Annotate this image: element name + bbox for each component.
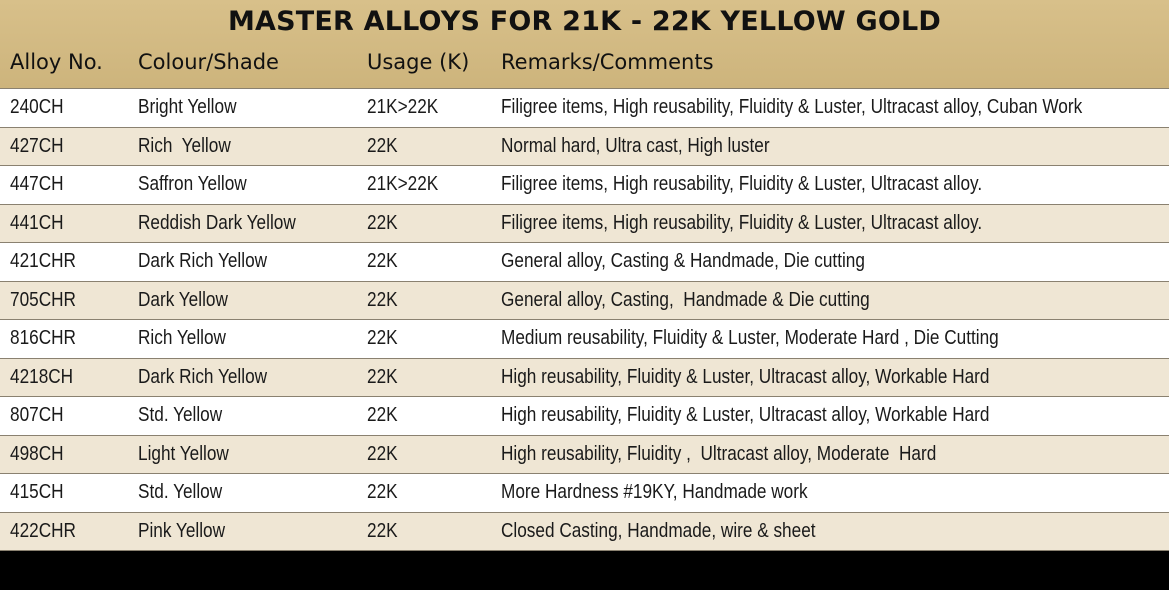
colour-shade-cell: Std. Yellow <box>138 404 223 426</box>
table-body <box>0 88 1169 551</box>
colour-shade-cell: Saffron Yellow <box>138 173 247 195</box>
colour-shade-cell: Rich Yellow <box>138 327 226 349</box>
alloy-no-cell: 421CHR <box>10 250 76 272</box>
alloy-no-cell: 441CH <box>10 211 64 234</box>
remarks-cell: Filigree items, High reusability, Fluidity & Luster, Ultracast alloy, Cuban Work <box>501 96 1083 118</box>
table-row <box>0 243 1169 282</box>
alloy-no-cell: 498CH <box>10 442 64 465</box>
remarks-cell: High reusability, Fluidity & Luster, Ultracast alloy, Workable Hard <box>501 365 990 388</box>
colour-shade-cell: Bright Yellow <box>138 96 237 118</box>
usage-cell: 21K>22K <box>367 96 439 118</box>
table-row <box>0 436 1169 475</box>
column-header-remarks: Remarks/Comments <box>501 50 714 74</box>
colour-shade-cell: Pink Yellow <box>138 519 226 542</box>
alloy-no-cell: 447CH <box>10 173 64 195</box>
alloy-no-cell: 705CHR <box>10 288 76 311</box>
table-row <box>0 166 1169 205</box>
colour-shade-cell: Dark Rich Yellow <box>138 365 268 388</box>
alloy-no-cell: 816CHR <box>10 327 76 349</box>
colour-shade-cell: Rich Yellow <box>138 134 231 157</box>
usage-cell: 21K>22K <box>367 173 439 195</box>
alloy-no-cell: 422CHR <box>10 519 76 542</box>
colour-shade-cell: Reddish Dark Yellow <box>138 211 296 234</box>
remarks-cell: Filigree items, High reusability, Fluidity & Luster, Ultracast alloy. <box>501 211 983 234</box>
table-row <box>0 205 1169 244</box>
table-row <box>0 88 1169 128</box>
table-row <box>0 513 1169 552</box>
remarks-cell: General alloy, Casting, Handmade & Die cutting <box>501 288 870 311</box>
table-row <box>0 320 1169 359</box>
usage-cell: 22K <box>367 442 398 465</box>
table-row <box>0 128 1169 167</box>
table-header <box>0 0 1169 88</box>
alloy-no-cell: 427CH <box>10 134 64 157</box>
alloy-no-cell: 240CH <box>10 96 64 118</box>
column-header-usage: Usage (K) <box>367 50 470 74</box>
colour-shade-cell: Std. Yellow <box>138 481 223 503</box>
remarks-cell: General alloy, Casting & Handmade, Die cutting <box>501 250 865 272</box>
column-header-colour-shade: Colour/Shade <box>138 50 279 74</box>
table-row <box>0 282 1169 321</box>
colour-shade-cell: Light Yellow <box>138 442 229 465</box>
remarks-cell: Closed Casting, Handmade, wire & sheet <box>501 519 816 542</box>
usage-cell: 22K <box>367 404 398 426</box>
alloy-no-cell: 415CH <box>10 481 64 503</box>
table-row <box>0 474 1169 513</box>
colour-shade-cell: Dark Yellow <box>138 288 228 311</box>
usage-cell: 22K <box>367 211 398 234</box>
usage-cell: 22K <box>367 327 398 349</box>
page-title: MASTER ALLOYS FOR 21K - 22K YELLOW GOLD <box>227 6 942 37</box>
usage-cell: 22K <box>367 481 398 503</box>
usage-cell: 22K <box>367 365 398 388</box>
usage-cell: 22K <box>367 519 398 542</box>
alloy-no-cell: 4218CH <box>10 365 74 388</box>
remarks-cell: High reusability, Fluidity , Ultracast alloy, Moderate Hard <box>501 442 937 465</box>
table-row <box>0 397 1169 436</box>
colour-shade-cell: Dark Rich Yellow <box>138 250 268 272</box>
usage-cell: 22K <box>367 250 398 272</box>
column-header-alloy-no: Alloy No. <box>10 50 103 74</box>
remarks-cell: Medium reusability, Fluidity & Luster, Moderate Hard , Die Cutting <box>501 327 999 349</box>
remarks-cell: High reusability, Fluidity & Luster, Ultracast alloy, Workable Hard <box>501 404 990 426</box>
table-row <box>0 359 1169 398</box>
remarks-cell: Normal hard, Ultra cast, High luster <box>501 134 770 157</box>
alloy-no-cell: 807CH <box>10 404 64 426</box>
remarks-cell: Filigree items, High reusability, Fluidity & Luster, Ultracast alloy. <box>501 173 983 195</box>
remarks-cell: More Hardness #19KY, Handmade work <box>501 481 808 503</box>
usage-cell: 22K <box>367 134 398 157</box>
usage-cell: 22K <box>367 288 398 311</box>
